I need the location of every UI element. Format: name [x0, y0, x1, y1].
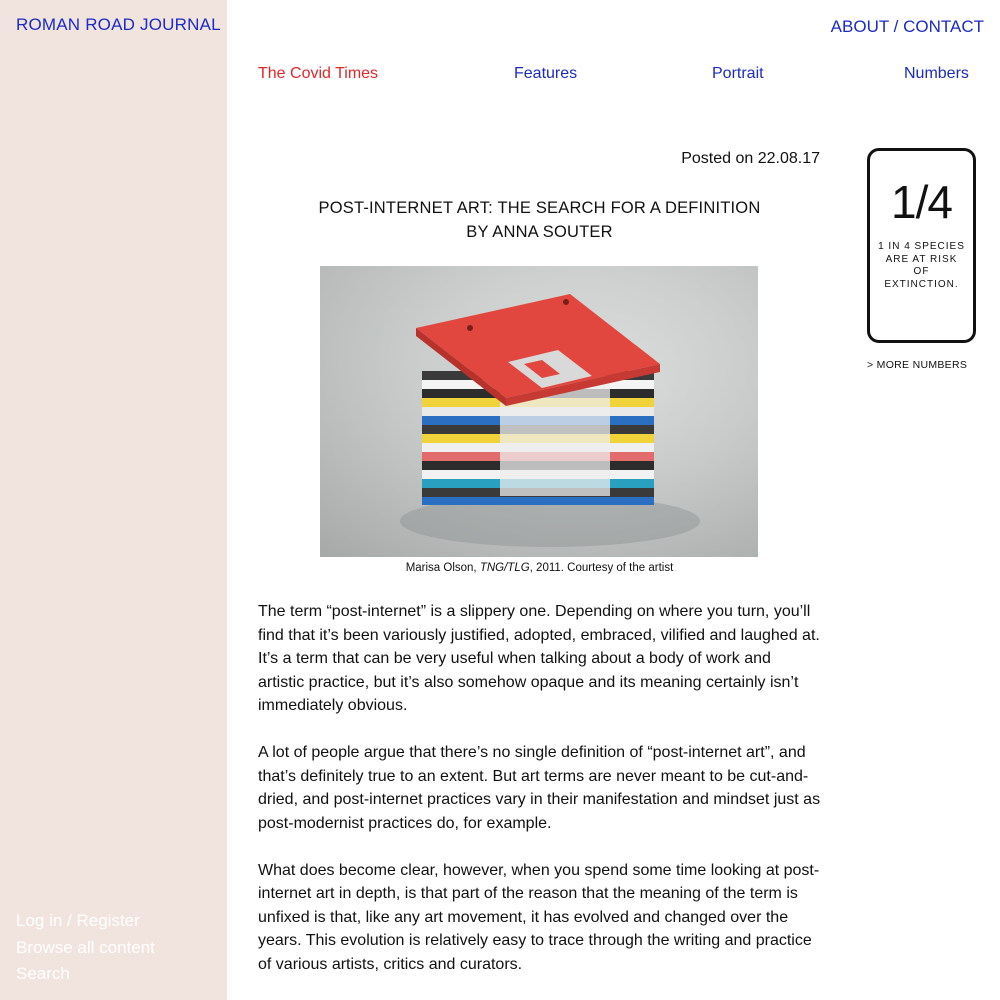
article-paragraph: The term “post-internet” is a slippery one. Depending on where you turn, you’ll find that it’s been variously justified, adopted, embraced, vilified and laughed at. It’s a term that can be very useful when talking about a body of work and artistic practice, but it’s also somehow opaque and its meaning certainly isn’t immediately obvious. [258, 603, 820, 714]
article-body [258, 600, 821, 1000]
stat-number: 1/4 [891, 176, 952, 228]
nav-item-numbers[interactable]: Numbers [904, 65, 969, 82]
article-byline: BY ANNA SOUTER [466, 223, 613, 241]
floppy-disk-stack-image [320, 266, 758, 557]
nav-item-covid-times[interactable]: The Covid Times [258, 65, 379, 82]
nav-item-features[interactable]: Features [514, 65, 578, 82]
site-title-link[interactable]: ROMAN ROAD JOURNAL [16, 15, 221, 34]
about-contact-link[interactable]: ABOUT / CONTACT [830, 17, 984, 36]
numbers-stat-card[interactable] [867, 148, 976, 343]
sidebar-links [16, 908, 155, 988]
article-paragraph: A lot of people argue that there’s no single definition of “post-internet art”, and that’s definitely true to an extent. But art terms are never meant to be cut-and-dried, and post-internet practices vary in their manifestation and mindset just as post-modernist practices do, for example. [258, 744, 821, 832]
stat-description: 1 IN 4 SPECIES ARE AT RISK OF EXTINCTION. [878, 241, 965, 290]
article-paragraph: What does become clear, however, when you spend some time looking at post-internet art in depth, is that part of the reason that the meaning of the term is unfixed is that, like any art movement, it has evolved and changed over the years. This evolution is relatively easy to trace through the writing and practice of various artists, critics and curators. [258, 861, 820, 973]
posted-date: Posted on 22.08.17 [681, 150, 820, 167]
caption-credit: , 2011. Courtesy of the artist [529, 562, 674, 574]
article-title: POST-INTERNET ART: THE SEARCH FOR A DEFINITION [318, 199, 761, 217]
browse-all-content-link[interactable]: Browse all content [16, 937, 155, 957]
caption-artist: Marisa Olson, [405, 562, 480, 574]
sidebar [0, 0, 227, 1000]
more-numbers-link[interactable]: > MORE NUMBERS [867, 359, 968, 371]
photo-caption [258, 562, 821, 574]
article-headline [258, 196, 821, 244]
caption-work-title: TNG/TLG [479, 562, 530, 574]
login-register-link[interactable]: Log in / Register [16, 911, 140, 930]
search-link[interactable]: Search [16, 964, 70, 983]
article-photo [320, 266, 758, 557]
nav-item-portrait[interactable]: Portrait [712, 65, 764, 82]
